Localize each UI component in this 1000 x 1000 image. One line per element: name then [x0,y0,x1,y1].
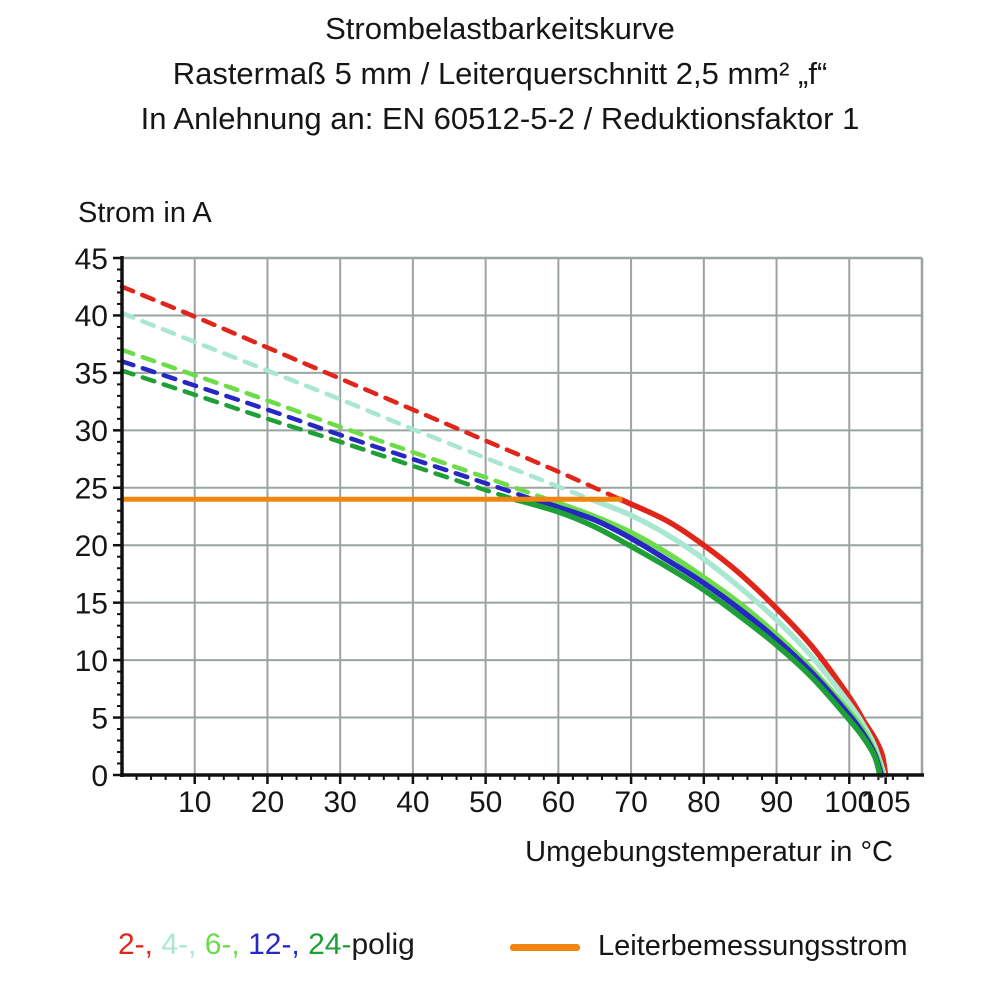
y-tick-label: 45 [74,242,108,276]
derating-curve-solid-12-polig [533,499,881,775]
legend-pole-token: 4-, [153,928,197,961]
x-tick-label: 70 [614,785,648,819]
x-tick-label: 105 [860,785,911,819]
y-tick-label: 0 [91,759,108,793]
y-tick-label: 30 [74,415,108,449]
y-tick-label: 35 [74,357,108,391]
derating-curve-solid-6-polig [548,499,883,775]
x-tick-label: 100 [824,785,875,819]
legend-pole-token: polig [351,928,415,961]
legend-pole-counts [118,928,415,962]
derating-curve-dashed-2-polig [122,287,620,500]
y-tick-label: 5 [91,702,108,736]
x-tick-label: 80 [687,785,721,819]
x-tick-label: 30 [323,785,357,819]
y-tick-label: 20 [74,530,108,564]
y-tick-label: 25 [74,472,108,506]
x-tick-label: 40 [396,785,430,819]
derating-curve-dashed-4-polig [122,313,591,499]
chart-title-line-2: Rastermaß 5 mm / Leiterquerschnitt 2,5 mm² „f“ [172,56,828,91]
chart-title-line-1: Strombelastbarkeitskurve [325,11,675,46]
y-tick-label: 40 [74,300,108,334]
legend-pole-token: 2-, [118,928,154,961]
x-tick-label: 10 [178,785,212,819]
x-axis-label: Umgebungstemperatur in °C [525,836,893,868]
legend-pole-token: 12-, [239,928,300,961]
x-tick-label: 20 [250,785,285,819]
rated-current-line-swatch [510,944,580,951]
legend-pole-token: 24- [299,928,352,961]
y-axis-label: Strom in A [78,197,212,229]
y-tick-label: 10 [74,644,108,678]
x-tick-label: 50 [468,785,503,819]
rated-current-legend-label: Leiterbemessungsstrom [598,930,908,962]
x-tick-label: 90 [759,785,794,819]
legend-pole-token: 6-, [196,928,240,961]
derating-curve-solid-2-polig [620,499,885,775]
x-tick-label: 60 [541,785,576,819]
chart-title-line-3: In Anlehnung an: EN 60512-5-2 / Reduktionsfaktor 1 [140,101,860,136]
y-tick-label: 15 [74,587,108,621]
